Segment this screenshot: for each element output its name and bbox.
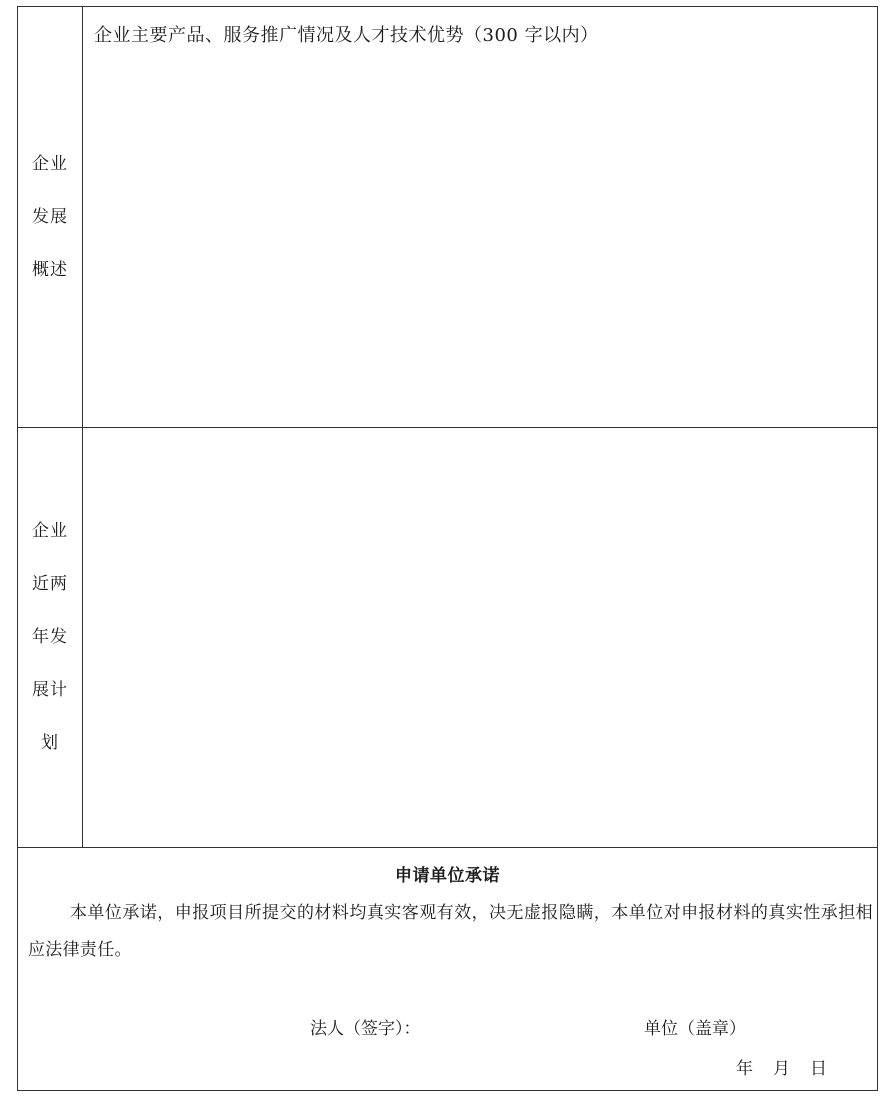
unit-seal-label: 单位（盖章）: [644, 1019, 746, 1039]
plan-label-line: 近两: [32, 573, 68, 594]
overview-prompt: 企业主要产品、服务推广情况及人才技术优势（300 字以内）: [94, 25, 599, 46]
application-form: [17, 6, 878, 1091]
plan-label-line: 年发: [32, 626, 68, 647]
plan-content-area[interactable]: [84, 431, 874, 843]
pledge-title: 申请单位承诺: [395, 866, 500, 886]
overview-content-area[interactable]: [84, 57, 874, 423]
column-divider: [82, 7, 83, 847]
date-day-label: 日: [810, 1059, 827, 1079]
row-divider-2: [18, 847, 877, 848]
row-divider-1: [18, 427, 877, 428]
plan-label-line: 展计: [32, 679, 68, 700]
overview-label-line: 企业: [32, 153, 68, 174]
pledge-body: 本单位承诺，申报项目所提交的材料均真实客观有效，决无虚报隐瞒，本单位对申报材料的真实性承担相应法律责任。: [28, 903, 873, 960]
overview-label-line: 发展: [32, 206, 68, 227]
date-year-label: 年: [736, 1059, 753, 1079]
legal-person-signature-label: 法人（签字）：: [310, 1019, 421, 1039]
plan-label: [18, 427, 82, 847]
plan-label-line: 划: [41, 732, 59, 753]
overview-label: [18, 7, 82, 427]
overview-label-line: 概述: [32, 259, 68, 280]
plan-label-line: 企业: [32, 520, 68, 541]
signature-date: [736, 1054, 827, 1079]
date-month-label: 月: [773, 1059, 790, 1079]
